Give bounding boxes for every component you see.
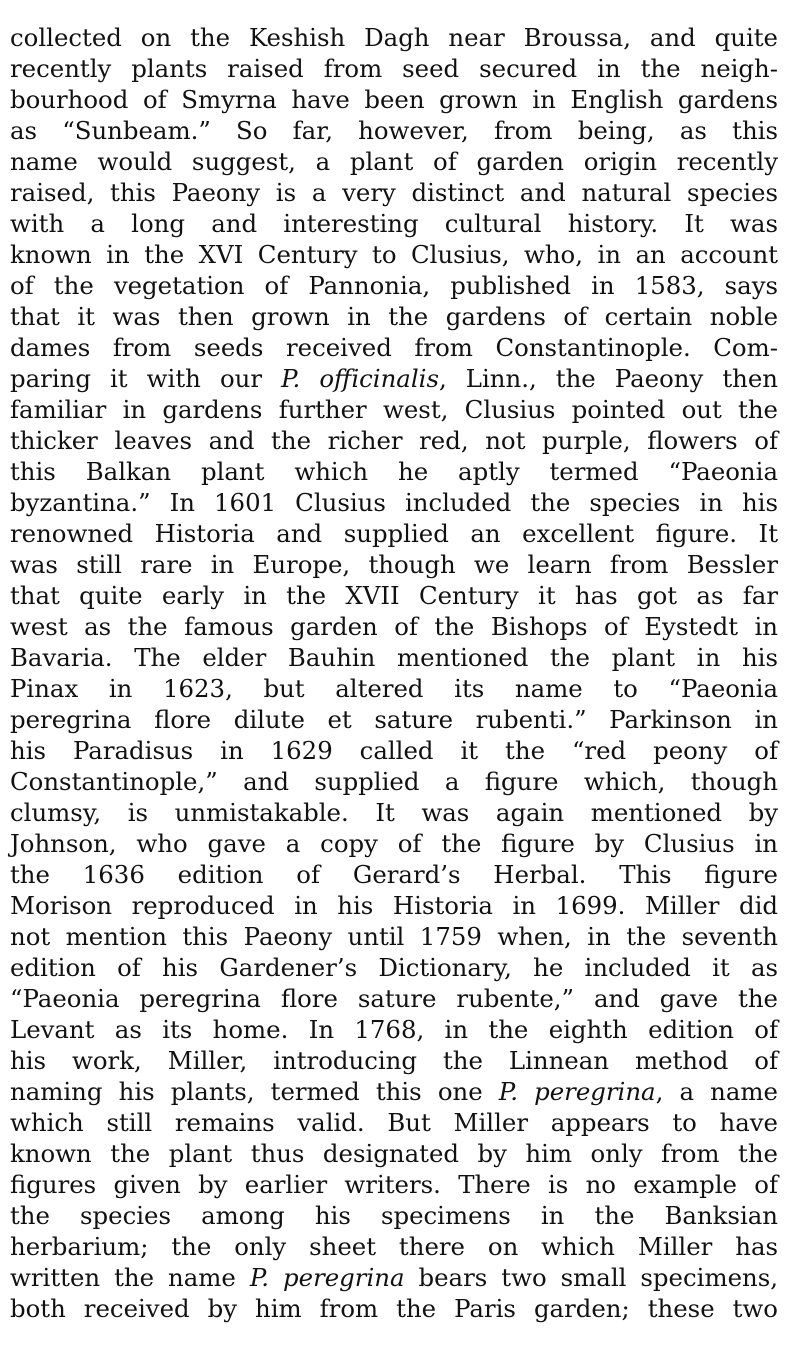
text-run: as “Sunbeam.” So far, however, from being, as this [10,116,778,145]
text-line [10,332,778,363]
text-run: Levant as its home. In 1768, in the eighth edition of [10,1015,778,1044]
text-run: raised, this Paeony is a very distinct and natural species [10,178,778,207]
text-run: collected on the Keshish Dagh near Broussa, and quite [10,23,778,52]
text-run: Bavaria. The elder Bauhin mentioned the plant in his [10,643,778,672]
text-line [10,1076,778,1107]
text-line [10,363,778,394]
text-run: , Linn., the Paeony then [438,364,778,393]
text-line [10,1169,778,1200]
text-line [10,704,778,735]
text-run: was still rare in Europe, though we learn from Bessler [10,550,778,579]
text-line [10,177,778,208]
text-line [10,580,778,611]
text-run: peregrina flore dilute et sature rubenti.” Parkinson in [10,705,778,734]
text-line [10,115,778,146]
text-run: west as the famous garden of the Bishops of Eystedt in [10,612,778,641]
text-line [10,549,778,580]
text-line [10,1107,778,1138]
text-run: known in the XVI Century to Clusius, who, in an account [10,240,778,269]
text-run: edition of his Gardener’s Dictionary, he included it as [10,953,778,982]
text-line [10,1138,778,1169]
text-run: that quite early in the XVII Century it has got as far [10,581,778,610]
text-line [10,301,778,332]
text-run: familiar in gardens further west, Clusius pointed out the [10,395,778,424]
text-run: his work, Miller, introducing the Linnean method of [10,1046,778,1075]
text-run: renowned Historia and supplied an excellent figure. It [10,519,778,548]
text-run: paring it with our [10,364,282,393]
text-run: Constantinople,” and supplied a figure which, though [10,767,778,796]
text-line [10,1293,778,1324]
text-line [10,735,778,766]
text-line [10,766,778,797]
text-run: both received by him from the Paris garden; these two [10,1294,778,1323]
text-run: with a long and interesting cultural history. It was [10,209,778,238]
text-run: bears two small specimens, [404,1263,778,1292]
text-run: thicker leaves and the richer red, not purple, flowers of [10,426,778,455]
text-line [10,146,778,177]
text-run: name would suggest, a plant of garden origin recently [10,147,778,176]
text-run: Johnson, who gave a copy of the figure by Clusius in [10,829,778,858]
text-run: “Paeonia peregrina flore sature rubente,” and gave the [10,984,778,1013]
text-run: , a name [655,1077,778,1106]
text-run: the 1636 edition of Gerard’s Herbal. This figure [10,860,778,889]
text-line [10,1200,778,1231]
text-run: of the vegetation of Pannonia, published in 1583, says [10,271,778,300]
italic-species-name: P. peregrina [249,1263,405,1292]
body-paragraph [10,22,778,1324]
text-line [10,797,778,828]
italic-species-name: P. officinalis [281,364,439,393]
text-line [10,859,778,890]
document-page [10,22,778,1324]
text-run: which still remains valid. But Miller appears to have [10,1108,778,1137]
text-line [10,239,778,270]
text-line [10,952,778,983]
text-run: bourhood of Smyrna have been grown in English gardens [10,85,778,114]
text-line [10,53,778,84]
text-line [10,921,778,952]
text-line [10,673,778,704]
text-run: dames from seeds received from Constantinople. Com- [10,333,778,362]
text-run: known the plant thus designated by him only from the [10,1139,778,1168]
text-run: that it was then grown in the gardens of certain noble [10,302,778,331]
text-line [10,270,778,301]
text-run: written the name [10,1263,250,1292]
text-line [10,1231,778,1262]
text-run: herbarium; the only sheet there on which Miller has [10,1232,778,1261]
text-run: not mention this Paeony until 1759 when, in the seventh [10,922,778,951]
text-line [10,983,778,1014]
text-line [10,425,778,456]
text-line [10,84,778,115]
italic-species-name: P. peregrina [498,1077,656,1106]
text-line [10,611,778,642]
text-line [10,1014,778,1045]
text-line [10,1045,778,1076]
text-run: clumsy, is unmistakable. It was again mentioned by [10,798,778,827]
text-line [10,22,778,53]
text-line [10,208,778,239]
text-line [10,487,778,518]
text-run: byzantina.” In 1601 Clusius included the species in his [10,488,778,517]
text-run: the species among his specimens in the Banksian [10,1201,778,1230]
text-line [10,456,778,487]
text-run: recently plants raised from seed secured in the neigh- [10,54,778,83]
text-run: this Balkan plant which he aptly termed “Paeonia [10,457,778,486]
text-run: naming his plants, termed this one [10,1077,499,1106]
text-line [10,518,778,549]
text-run: Pinax in 1623, but altered its name to “Paeonia [10,674,778,703]
text-run: his Paradisus in 1629 called it the “red peony of [10,736,778,765]
text-line [10,828,778,859]
text-line [10,1262,778,1293]
text-run: Morison reproduced in his Historia in 1699. Miller did [10,891,778,920]
text-line [10,642,778,673]
text-line [10,394,778,425]
text-run: figures given by earlier writers. There is no example of [10,1170,778,1199]
text-line [10,890,778,921]
